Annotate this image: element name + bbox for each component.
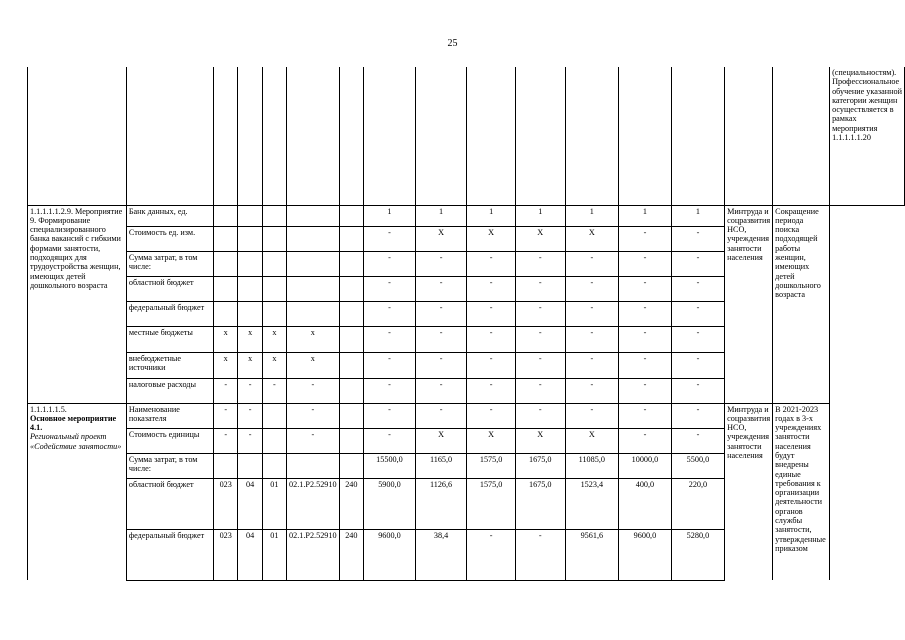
- budget-code-cell: -: [287, 428, 340, 453]
- year-value-cell: X: [565, 428, 619, 453]
- budget-code-cell: х: [213, 352, 238, 378]
- year-value-cell: -: [467, 301, 516, 326]
- year-value-cell: -: [515, 352, 565, 378]
- year-value-cell: 10000,0: [619, 453, 672, 478]
- budget-code-cell: [339, 226, 364, 251]
- indicator-label: федеральный бюджет: [126, 301, 213, 326]
- empty-cell: [238, 67, 262, 205]
- year-value-cell: X: [515, 428, 565, 453]
- year-value-cell: -: [415, 378, 466, 403]
- budget-code-cell: [213, 226, 238, 251]
- year-value-cell: 1: [619, 205, 672, 226]
- year-value-cell: -: [619, 301, 672, 326]
- year-value-cell: -: [619, 326, 672, 352]
- year-value-cell: -: [364, 352, 416, 378]
- budget-code-cell: 240: [339, 529, 364, 580]
- year-value-cell: -: [671, 428, 724, 453]
- budget-code-cell: [339, 205, 364, 226]
- year-value-cell: -: [467, 251, 516, 276]
- budget-code-cell: [339, 326, 364, 352]
- budget-code-cell: [238, 301, 262, 326]
- year-value-cell: -: [671, 276, 724, 301]
- year-value-cell: -: [619, 251, 672, 276]
- year-value-cell: 400,0: [619, 478, 672, 529]
- budget-code-cell: х: [262, 352, 286, 378]
- budget-code-cell: [287, 251, 340, 276]
- budget-code-cell: [238, 453, 262, 478]
- indicator-label: Стоимость единицы: [126, 428, 213, 453]
- year-value-cell: -: [415, 352, 466, 378]
- budget-code-cell: х: [238, 326, 262, 352]
- budget-code-cell: 04: [238, 529, 262, 580]
- budget-code-cell: [213, 251, 238, 276]
- year-value-cell: -: [515, 301, 565, 326]
- year-value-cell: -: [364, 276, 416, 301]
- year-value-cell: 5900,0: [364, 478, 416, 529]
- year-value-cell: -: [364, 428, 416, 453]
- year-value-cell: 9561,6: [565, 529, 619, 580]
- year-value-cell: -: [415, 276, 466, 301]
- year-value-cell: -: [671, 226, 724, 251]
- budget-code-cell: х: [213, 326, 238, 352]
- year-value-cell: -: [467, 326, 516, 352]
- year-value-cell: X: [415, 226, 466, 251]
- indicator-label: областной бюджет: [126, 478, 213, 529]
- year-value-cell: -: [364, 226, 416, 251]
- empty-cell: [126, 67, 213, 205]
- year-value-cell: -: [415, 326, 466, 352]
- year-value-cell: 1126,6: [415, 478, 466, 529]
- year-value-cell: -: [619, 403, 672, 428]
- year-value-cell: -: [467, 529, 516, 580]
- budget-code-cell: [262, 301, 286, 326]
- expected-result-cell: В 2021-2023 годах в 3-х учреждениях занятости населения будут внедрены единые требования к организации деятельности органов службы занятости, утвержденные приказом: [773, 403, 830, 580]
- budget-code-cell: х: [238, 352, 262, 378]
- budget-code-cell: -: [287, 403, 340, 428]
- year-value-cell: -: [565, 326, 619, 352]
- year-value-cell: -: [415, 251, 466, 276]
- indicator-label: федеральный бюджет: [126, 529, 213, 580]
- budget-code-cell: [287, 301, 340, 326]
- budget-code-cell: 023: [213, 478, 238, 529]
- budget-code-cell: [287, 276, 340, 301]
- year-value-cell: -: [467, 352, 516, 378]
- year-value-cell: X: [515, 226, 565, 251]
- budget-code-cell: [213, 205, 238, 226]
- measure-code: 1.1.1.1.1.5.: [30, 404, 67, 414]
- year-value-cell: 1: [565, 205, 619, 226]
- table-row: [28, 205, 905, 226]
- year-value-cell: 11085,0: [565, 453, 619, 478]
- year-value-cell: -: [671, 301, 724, 326]
- budget-code-cell: [213, 276, 238, 301]
- empty-cell: [287, 67, 340, 205]
- year-value-cell: -: [619, 428, 672, 453]
- year-value-cell: -: [515, 251, 565, 276]
- budget-code-cell: [238, 276, 262, 301]
- empty-cell: [213, 67, 238, 205]
- table-row: [28, 403, 905, 428]
- indicator-label: местные бюджеты: [126, 326, 213, 352]
- budget-code-cell: -: [262, 378, 286, 403]
- program-table: [27, 67, 905, 581]
- empty-cell: [671, 67, 724, 205]
- budget-code-cell: х: [262, 326, 286, 352]
- year-value-cell: -: [415, 301, 466, 326]
- year-value-cell: -: [415, 403, 466, 428]
- executor-cell: Минтруда и соцразвития НСО, учреждения занятости населения: [725, 403, 773, 580]
- year-value-cell: -: [515, 276, 565, 301]
- year-value-cell: -: [364, 378, 416, 403]
- year-value-cell: 1523,4: [565, 478, 619, 529]
- budget-code-cell: [287, 205, 340, 226]
- budget-code-cell: [238, 205, 262, 226]
- year-value-cell: -: [467, 403, 516, 428]
- indicator-label: внебюджетные источники: [126, 352, 213, 378]
- year-value-cell: 1575,0: [467, 453, 516, 478]
- budget-code-cell: 023: [213, 529, 238, 580]
- budget-code-cell: [339, 301, 364, 326]
- year-value-cell: 1: [671, 205, 724, 226]
- budget-code-cell: [287, 226, 340, 251]
- year-value-cell: -: [671, 326, 724, 352]
- indicator-label: областной бюджет: [126, 276, 213, 301]
- indicator-label: налоговые расходы: [126, 378, 213, 403]
- budget-code-cell: [238, 251, 262, 276]
- budget-code-cell: -: [238, 428, 262, 453]
- empty-cell: [28, 67, 127, 205]
- budget-code-cell: -: [238, 378, 262, 403]
- empty-cell: [725, 67, 773, 205]
- year-value-cell: -: [565, 378, 619, 403]
- budget-code-cell: -: [213, 428, 238, 453]
- year-value-cell: X: [467, 226, 516, 251]
- indicator-label: Наименование показателя: [126, 403, 213, 428]
- budget-code-cell: [262, 453, 286, 478]
- measure-title: Основное мероприятие 4.1.: [30, 413, 117, 433]
- year-value-cell: -: [515, 403, 565, 428]
- year-value-cell: -: [364, 301, 416, 326]
- indicator-label: Банк данных, ед.: [126, 205, 213, 226]
- budget-code-cell: х: [287, 352, 340, 378]
- year-value-cell: 1575,0: [467, 478, 516, 529]
- budget-code-cell: [339, 428, 364, 453]
- year-value-cell: 220,0: [671, 478, 724, 529]
- year-value-cell: -: [565, 251, 619, 276]
- empty-cell: [467, 67, 516, 205]
- year-value-cell: 5500,0: [671, 453, 724, 478]
- year-value-cell: 1: [467, 205, 516, 226]
- measure-name: [28, 403, 127, 580]
- year-value-cell: -: [565, 352, 619, 378]
- budget-code-cell: [339, 276, 364, 301]
- budget-code-cell: 02.1.P2.52910: [287, 529, 340, 580]
- indicator-label: Стоимость ед. изм.: [126, 226, 213, 251]
- empty-cell: [339, 67, 364, 205]
- budget-code-cell: [262, 428, 286, 453]
- empty-cell: [619, 67, 672, 205]
- year-value-cell: 1675,0: [515, 453, 565, 478]
- measure-name: 1.1.1.1.1.2.9. Мероприятие 9. Формирование специализированного банка вакансий с гибкими формами занятости, подходящих для трудоустройства женщин, имеющих детей дошкольного возраста: [28, 205, 127, 403]
- year-value-cell: X: [467, 428, 516, 453]
- budget-code-cell: х: [287, 326, 340, 352]
- year-value-cell: X: [565, 226, 619, 251]
- budget-code-cell: [262, 403, 286, 428]
- budget-code-cell: 01: [262, 529, 286, 580]
- indicator-label: Сумма затрат, в том числе:: [126, 251, 213, 276]
- year-value-cell: 1675,0: [515, 478, 565, 529]
- year-value-cell: -: [671, 403, 724, 428]
- budget-code-cell: [339, 453, 364, 478]
- budget-code-cell: 240: [339, 478, 364, 529]
- budget-code-cell: [213, 301, 238, 326]
- year-value-cell: -: [515, 529, 565, 580]
- budget-code-cell: 04: [238, 478, 262, 529]
- empty-cell: [515, 67, 565, 205]
- year-value-cell: X: [415, 428, 466, 453]
- budget-code-cell: [287, 453, 340, 478]
- budget-code-cell: 01: [262, 478, 286, 529]
- budget-code-cell: [262, 226, 286, 251]
- indicator-label: Сумма затрат, в том числе:: [126, 453, 213, 478]
- year-value-cell: 1: [415, 205, 466, 226]
- year-value-cell: -: [515, 378, 565, 403]
- year-value-cell: 9600,0: [619, 529, 672, 580]
- year-value-cell: -: [467, 378, 516, 403]
- year-value-cell: -: [565, 403, 619, 428]
- budget-code-cell: [339, 352, 364, 378]
- year-value-cell: 1: [364, 205, 416, 226]
- continuation-row: [28, 67, 905, 205]
- empty-cell: [364, 67, 416, 205]
- budget-code-cell: -: [287, 378, 340, 403]
- year-value-cell: -: [467, 276, 516, 301]
- year-value-cell: -: [364, 326, 416, 352]
- year-value-cell: 1: [515, 205, 565, 226]
- year-value-cell: -: [671, 251, 724, 276]
- year-value-cell: -: [619, 226, 672, 251]
- year-value-cell: -: [619, 276, 672, 301]
- budget-code-cell: 02.1.P2.52910: [287, 478, 340, 529]
- year-value-cell: 1165,0: [415, 453, 466, 478]
- budget-code-cell: [262, 251, 286, 276]
- empty-cell: [415, 67, 466, 205]
- executor-cell: Минтруда и соцразвития НСО, учреждения занятости населения: [725, 205, 773, 403]
- empty-cell: [773, 67, 830, 205]
- budget-code-cell: [339, 251, 364, 276]
- year-value-cell: -: [364, 403, 416, 428]
- year-value-cell: -: [619, 378, 672, 403]
- budget-code-cell: [339, 403, 364, 428]
- empty-cell: [565, 67, 619, 205]
- year-value-cell: 9600,0: [364, 529, 416, 580]
- budget-code-cell: -: [213, 403, 238, 428]
- budget-code-cell: [238, 226, 262, 251]
- empty-cell: [262, 67, 286, 205]
- budget-code-cell: [213, 453, 238, 478]
- year-value-cell: 15500,0: [364, 453, 416, 478]
- year-value-cell: -: [565, 276, 619, 301]
- budget-code-cell: -: [238, 403, 262, 428]
- budget-code-cell: -: [213, 378, 238, 403]
- budget-code-cell: [262, 205, 286, 226]
- year-value-cell: 38,4: [415, 529, 466, 580]
- result-note: (специальностям). Профессиональное обучение указанной категории женщин осуществляется в рамках мероприятия 1.1.1.1.1.20: [830, 67, 905, 205]
- year-value-cell: -: [364, 251, 416, 276]
- year-value-cell: -: [671, 352, 724, 378]
- year-value-cell: -: [619, 352, 672, 378]
- year-value-cell: -: [671, 378, 724, 403]
- budget-code-cell: [262, 276, 286, 301]
- expected-result-cell: Сокращение периода поиска подходящей работы женщин, имеющих детей дошкольного возраста: [773, 205, 830, 403]
- measure-project: Региональный проект «Содействие занятости»: [30, 432, 122, 451]
- year-value-cell: -: [565, 301, 619, 326]
- year-value-cell: -: [515, 326, 565, 352]
- year-value-cell: 5280,0: [671, 529, 724, 580]
- budget-code-cell: [339, 378, 364, 403]
- page-number: 25: [447, 38, 458, 49]
